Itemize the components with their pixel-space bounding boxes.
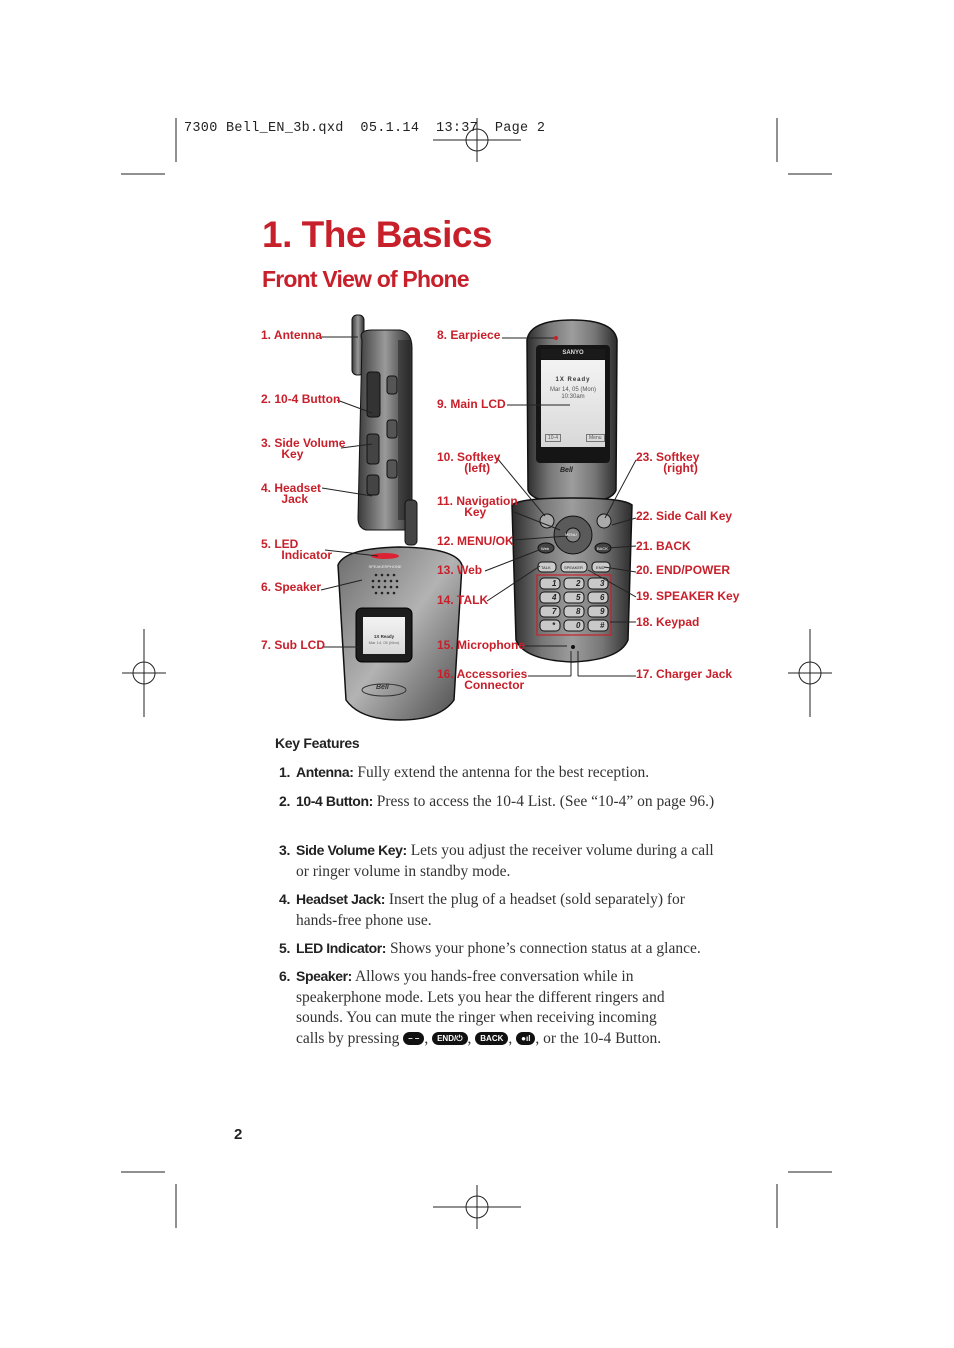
right-callout: 22. Side Call Key xyxy=(636,509,733,523)
feature-number: 5. xyxy=(279,940,291,956)
feature-item xyxy=(279,889,729,931)
mid-callout: 9. Main LCD xyxy=(437,397,506,411)
phone-logo: Bell xyxy=(560,467,573,474)
feature-item xyxy=(279,762,729,784)
feature-number: 4. xyxy=(279,891,291,907)
feature-term: 10-4 Button: xyxy=(296,793,373,809)
inline-key-icon: ●ıl xyxy=(516,1032,535,1045)
mid-callout: 13. Web xyxy=(437,563,483,577)
feature-number: 2. xyxy=(279,793,291,809)
feature-text-tail: the 10-4 Button. xyxy=(559,1029,662,1047)
keypad-key-label: # xyxy=(600,621,605,630)
feature-text: Allows you hands-free conversation while in speakerphone mode. Lets you hear the different ringers and sounds. You can mute the ringer when receiving incoming calls by pressing xyxy=(296,968,665,1047)
feature-term: Side Volume Key: xyxy=(296,842,407,858)
feature-term: Speaker: xyxy=(296,968,352,984)
page-number: 2 xyxy=(234,1126,243,1143)
sub-screen-status: 1X Ready xyxy=(373,634,395,639)
screen-right-softkey: Menu xyxy=(586,434,605,442)
sub-speaker-label: SPEAKERPHONE xyxy=(368,564,402,569)
feature-number: 3. xyxy=(279,842,291,858)
keypad-key-label: 9 xyxy=(600,607,605,616)
feature-text: Fully extend the antenna for the best reception. xyxy=(353,764,650,781)
feature-item: 6. Speaker: Allows you hands-free conversation while in speakerphone mode. Lets you hear the different ringers and sounds. You can mute the ringer when receiving incoming calls by pressing – – , END/⏻ , BACK , ●ıl , or the 10-4 Button. xyxy=(279,968,665,1047)
keypad-key-label: 5 xyxy=(576,593,581,602)
feature-number: 6. xyxy=(279,968,291,984)
nav-end-label: END xyxy=(596,565,605,570)
sub-screen-date: Mar 14, 05 (Mon) xyxy=(368,640,400,645)
slug-line: 7300 Bell_EN_3b.qxd 05.1.14 13:37 Page 2 xyxy=(184,121,546,136)
phone-brand: SANYO xyxy=(562,350,584,356)
screen-time: 10:30am xyxy=(561,394,585,400)
left-callout: 7. Sub LCD xyxy=(261,638,326,652)
keypad-key-label: 4 xyxy=(552,593,557,602)
keypad-key-label: 6 xyxy=(600,593,605,602)
left-callout: 2. 10-4 Button xyxy=(261,392,341,406)
left-callout: 1. Antenna xyxy=(261,328,322,342)
nav-web-label: Web xyxy=(541,546,550,551)
right-callout: 19. SPEAKER Key xyxy=(636,589,740,603)
side-view-phone xyxy=(352,315,417,545)
feature-term: Antenna: xyxy=(296,764,354,780)
feature-text: Press to access the 10-4 List. (See “10-4” on page 96.) xyxy=(372,793,715,810)
feature-item xyxy=(279,840,729,882)
keypad-key-label: 2 xyxy=(576,579,581,588)
right-callout: 20. END/POWER xyxy=(636,563,731,577)
keypad-key-label: 0 xyxy=(576,621,581,630)
feature-item xyxy=(279,938,729,960)
feature-item xyxy=(279,791,729,813)
mid-callout: 16. Accessories Connector xyxy=(437,667,528,692)
mid-callout: 12. MENU/OK xyxy=(437,534,514,548)
left-callout: 6. Speaker xyxy=(261,580,322,594)
feature-term: Headset Jack: xyxy=(296,891,385,907)
section-subtitle: Front View of Phone xyxy=(262,266,469,292)
left-callout: 5. LED Indicator xyxy=(261,537,333,562)
keypad-key-label: 8 xyxy=(576,607,581,616)
feature-text: Lets you adjust the receiver volume during a call or ringer volume in standby mode. xyxy=(296,842,714,880)
nav-menu-label: MENU xyxy=(565,532,577,537)
keypad-key-label: 3 xyxy=(600,579,605,588)
screen-status: 1X Ready xyxy=(555,377,591,383)
nav-talk-label: TALK xyxy=(541,565,551,570)
left-callout: 3. Side Volume Key xyxy=(261,436,346,461)
keypad-key-label: 1 xyxy=(552,579,557,588)
keypad-key-label: 7 xyxy=(552,607,557,616)
mid-callout: 15. Microphone xyxy=(437,638,526,652)
nav-speaker-label: SPEAKER xyxy=(564,565,583,570)
right-callout: 23. Softkey (right) xyxy=(636,450,700,475)
nav-back-label: BACK xyxy=(597,546,608,551)
inline-key-icon: – – xyxy=(403,1032,424,1045)
right-callout: 21. BACK xyxy=(636,539,691,553)
inline-key-icon: BACK xyxy=(475,1032,508,1045)
feature-term: LED Indicator: xyxy=(296,940,387,956)
key-features-heading: Key Features xyxy=(275,735,360,751)
screen-left-softkey: 10-4 xyxy=(545,434,561,442)
mid-callout: 10. Softkey (left) xyxy=(437,450,501,475)
screen-date: Mar 14, 05 (Mon) xyxy=(549,387,597,393)
feature-number: 1. xyxy=(279,764,291,780)
mid-callout: 14. TALK xyxy=(437,593,489,607)
open-phone xyxy=(512,320,632,662)
inline-key-icon: END/⏻ xyxy=(432,1032,467,1045)
feature-text: Shows your phone’s connection status at a glance. xyxy=(386,940,701,957)
mid-callout: 8. Earpiece xyxy=(437,328,501,342)
mid-callout: 11. Navigation Key xyxy=(437,494,518,519)
left-callout: 4. Headset Jack xyxy=(261,481,322,506)
sub-logo: Bell xyxy=(376,684,389,691)
keypad-key-label: * xyxy=(552,621,556,630)
feature-text: Insert the plug of a headset (sold separately) for hands-free phone use. xyxy=(296,891,685,929)
right-callout: 17. Charger Jack xyxy=(636,667,733,681)
right-callout: 18. Keypad xyxy=(636,615,700,629)
page-title: 1. The Basics xyxy=(262,214,493,255)
